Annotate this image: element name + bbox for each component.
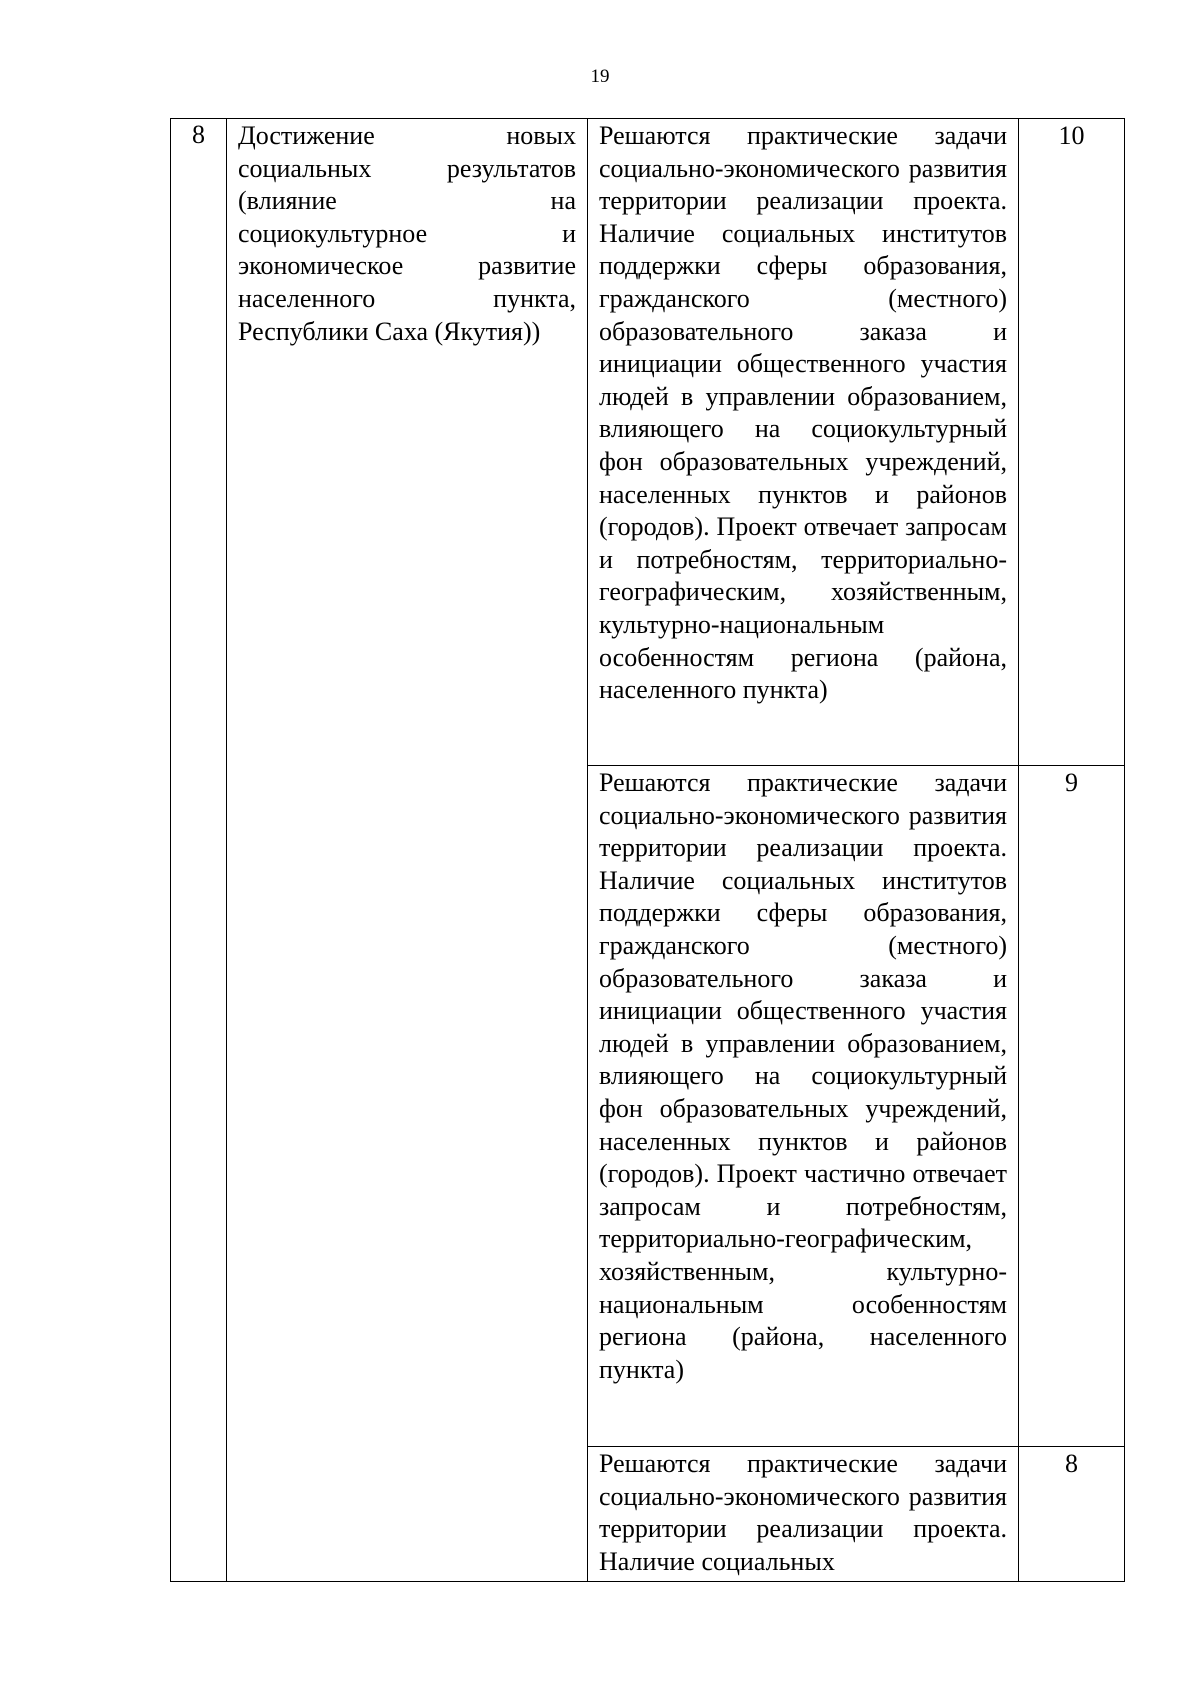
level-description: Решаются практические задачи социально-экономического развития территории реализации проекта. Наличие социальных институтов поддержки сферы образования, гражданского (местного) образовательного заказа и инициации общественного участия людей в управлении образованием, влияющего на социокультурный фон образовательных учреждений, населенных пунктов и районов (городов). Проект отвечает запросам и потребностям, территориально-географическим, хозяйственным, культурно-национальным особенностям региона (района, населенного пункта) — [599, 121, 1007, 705]
score-cell — [1019, 766, 1125, 1447]
criteria-table — [170, 118, 1125, 1582]
level-description-cell — [588, 1447, 1019, 1582]
row-number: 8 — [192, 120, 205, 149]
table-row — [171, 119, 1125, 766]
score-value: 8 — [1065, 1449, 1078, 1478]
criterion-line: Республики Саха (Якутия)) — [238, 316, 541, 346]
level-description: Решаются практические задачи социально-экономического развития территории реализации проекта. Наличие социальных институтов поддержки сферы образования, гражданского (местного) образовательного заказа и инициации общественного участия людей в управлении образованием, влияющего на социокультурный фон образовательных учреждений, населенных пунктов и районов (городов). Проект частично отвечает запросам и потребностям, территориально-географическим, хозяйственным, культурно-национальным особенностям региона (района, населенного пункта) — [599, 768, 1007, 1384]
criterion-text — [227, 119, 587, 351]
criterion-line: социокультурное и — [238, 218, 576, 248]
criterion-line: Достижение новых — [238, 121, 576, 150]
criterion-line: (влияние на — [238, 186, 576, 216]
row-number-cell — [171, 119, 227, 1582]
level-description-cell — [588, 119, 1019, 766]
score-cell — [1019, 1447, 1125, 1582]
level-description: Решаются практические задачи социально-экономического развития территории реализации проекта. Наличие социальных — [599, 1449, 1007, 1576]
score-cell — [1019, 119, 1125, 766]
score-value: 9 — [1065, 768, 1078, 797]
criterion-line: экономическое развитие — [238, 251, 576, 281]
level-description-cell — [588, 766, 1019, 1447]
criterion-line: социальных результатов — [238, 153, 576, 183]
page-number: 19 — [590, 66, 610, 87]
criterion-cell — [227, 119, 588, 1582]
criterion-line: населенного пункта, — [238, 283, 576, 313]
score-value: 10 — [1058, 121, 1085, 150]
